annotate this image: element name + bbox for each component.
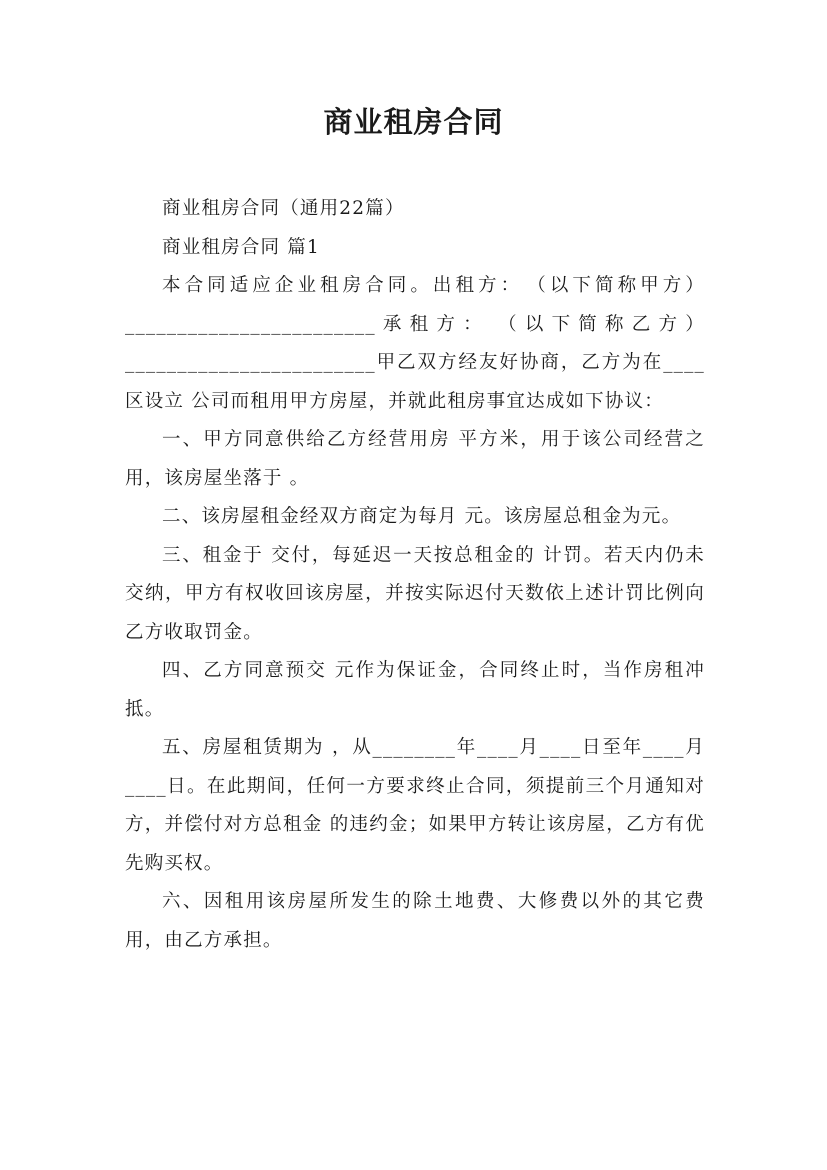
paragraph-clause-5: 五、房屋租赁期为 ，从________年____月____日至年____月____日。在此期间，任何一方要求终止合同，须提前三个月通知对方，并偿付对方总租金 的违约金；如果甲方转让该房屋，乙方有优先购买权。: [125, 737, 705, 874]
paragraph-intro: 本合同适应企业租房合同。出租方： （以下简称甲方）________________________承租方： （以下简称乙方）________________________甲乙双方经友好协商，乙方为在____区设立 公司而租用甲方房屋，并就此租房事宜达成如下协议：: [125, 275, 705, 412]
paragraph-section-title: 商业租房合同 篇1: [162, 236, 320, 258]
document-title: 商业租房合同: [323, 105, 504, 139]
paragraph-heading: 商业租房合同（通用22篇）: [162, 198, 405, 219]
paragraph-clause-6: 六、因租用该房屋所发生的除土地费、大修费以外的其它费用，由乙方承担。: [125, 891, 705, 951]
paragraph-clause-2: 二、该房屋租金经双方商定为每月 元。该房屋总租金为元。: [162, 506, 682, 527]
paragraph-clause-3: 三、租金于 交付，每延迟一天按总租金的 计罚。若天内仍未交纳，甲方有权收回该房屋，并按实际迟付天数依上述计罚比例向乙方收取罚金。: [125, 544, 705, 643]
document-body: [125, 190, 705, 960]
paragraph-clause-4: 四、乙方同意预交 元作为保证金，合同终止时，当作房租冲抵。: [125, 660, 705, 720]
paragraph-clause-1: 一、甲方同意供给乙方经营用房 平方米，用于该公司经营之用，该房屋坐落于 。: [125, 429, 705, 489]
